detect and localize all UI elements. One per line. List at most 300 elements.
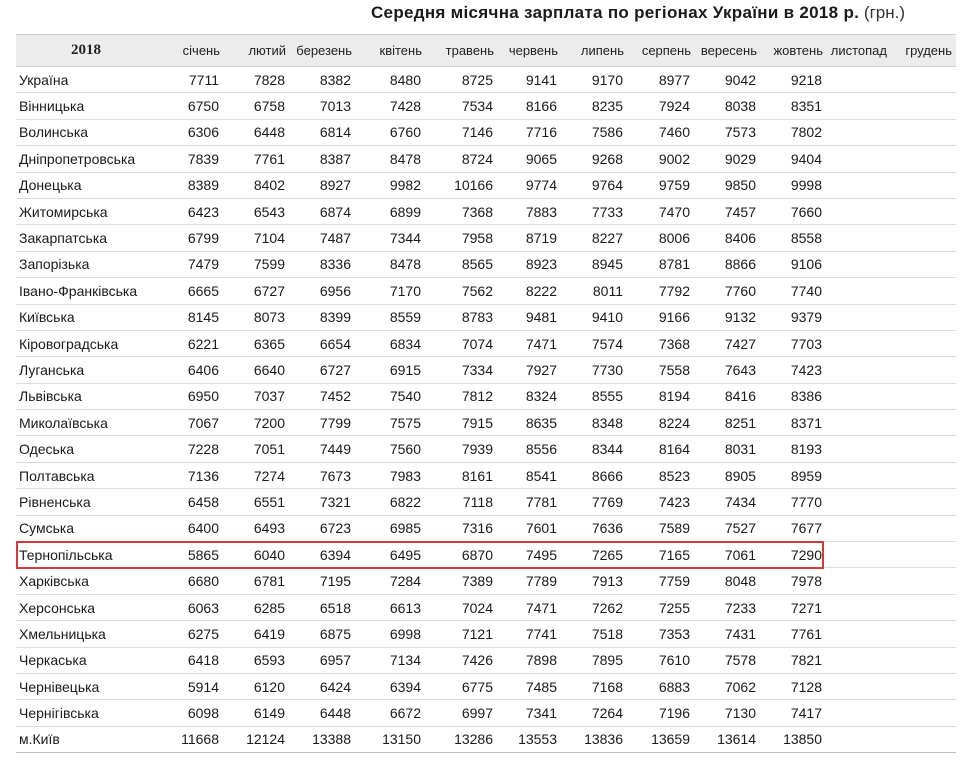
value-cell: 7368 — [426, 198, 498, 224]
value-cell: 7051 — [224, 436, 290, 462]
value-cell: 8386 — [761, 383, 827, 409]
value-cell: 7121 — [426, 621, 498, 647]
value-cell: 6063 — [156, 594, 224, 620]
value-cell: 6394 — [290, 542, 356, 568]
value-cell: 7134 — [356, 647, 426, 673]
table-row — [16, 172, 956, 198]
table-header-row — [16, 35, 956, 67]
value-cell: 7460 — [628, 119, 695, 145]
value-cell: 8781 — [628, 251, 695, 277]
value-cell: 7770 — [761, 489, 827, 515]
value-cell: 8927 — [290, 172, 356, 198]
value-cell: 7423 — [628, 489, 695, 515]
value-cell — [827, 489, 891, 515]
value-cell: 11668 — [156, 726, 224, 752]
value-cell: 8371 — [761, 410, 827, 436]
value-cell: 8166 — [498, 93, 562, 119]
value-cell: 7200 — [224, 410, 290, 436]
value-cell: 7761 — [761, 621, 827, 647]
value-cell: 7427 — [695, 330, 761, 356]
value-cell: 8164 — [628, 436, 695, 462]
value-cell: 8235 — [562, 93, 628, 119]
value-cell: 7013 — [290, 93, 356, 119]
region-cell: Донецька — [16, 172, 156, 198]
value-cell — [827, 304, 891, 330]
table-row — [16, 410, 956, 436]
value-cell — [827, 172, 891, 198]
table-row — [16, 489, 956, 515]
value-cell: 8382 — [290, 67, 356, 93]
value-cell: 6915 — [356, 357, 426, 383]
value-cell: 6458 — [156, 489, 224, 515]
value-cell: 6874 — [290, 198, 356, 224]
value-cell: 7610 — [628, 647, 695, 673]
value-cell: 8324 — [498, 383, 562, 409]
value-cell: 7673 — [290, 462, 356, 488]
value-cell: 7562 — [426, 278, 498, 304]
value-cell: 7118 — [426, 489, 498, 515]
value-cell: 7534 — [426, 93, 498, 119]
value-cell — [827, 357, 891, 383]
month-header: листопад — [827, 35, 891, 67]
value-cell — [827, 647, 891, 673]
month-header: квітень — [356, 35, 426, 67]
value-cell: 10166 — [426, 172, 498, 198]
value-cell: 8523 — [628, 462, 695, 488]
region-cell: Полтавська — [16, 462, 156, 488]
value-cell — [827, 119, 891, 145]
value-cell: 6424 — [290, 673, 356, 699]
value-cell: 9106 — [761, 251, 827, 277]
table-row — [16, 647, 956, 673]
value-cell — [827, 251, 891, 277]
value-cell: 7540 — [356, 383, 426, 409]
value-cell — [827, 198, 891, 224]
value-cell — [891, 330, 956, 356]
value-cell: 8348 — [562, 410, 628, 436]
value-cell: 7828 — [224, 67, 290, 93]
value-cell: 7716 — [498, 119, 562, 145]
value-cell — [827, 278, 891, 304]
table-row — [16, 436, 956, 462]
value-cell: 6418 — [156, 647, 224, 673]
region-cell: Черкаська — [16, 647, 156, 673]
value-cell: 6814 — [290, 119, 356, 145]
value-cell: 7574 — [562, 330, 628, 356]
table-row — [16, 542, 956, 568]
value-cell: 7165 — [628, 542, 695, 568]
value-cell: 13553 — [498, 726, 562, 752]
value-cell: 6997 — [426, 700, 498, 726]
value-cell: 7170 — [356, 278, 426, 304]
value-cell: 7487 — [290, 225, 356, 251]
value-cell: 6956 — [290, 278, 356, 304]
value-cell: 7677 — [761, 515, 827, 541]
region-cell: Харківська — [16, 568, 156, 594]
value-cell: 7839 — [156, 146, 224, 172]
value-cell — [827, 67, 891, 93]
region-cell: Вінницька — [16, 93, 156, 119]
value-cell: 7434 — [695, 489, 761, 515]
value-cell: 8389 — [156, 172, 224, 198]
value-cell: 7733 — [562, 198, 628, 224]
month-header: жовтень — [761, 35, 827, 67]
month-header: березень — [290, 35, 356, 67]
value-cell: 9166 — [628, 304, 695, 330]
value-cell: 6040 — [224, 542, 290, 568]
value-cell: 7485 — [498, 673, 562, 699]
value-cell: 7978 — [761, 568, 827, 594]
value-cell: 7431 — [695, 621, 761, 647]
value-cell: 7353 — [628, 621, 695, 647]
value-cell: 7334 — [426, 357, 498, 383]
value-cell: 7643 — [695, 357, 761, 383]
value-cell: 6613 — [356, 594, 426, 620]
value-cell: 6221 — [156, 330, 224, 356]
value-cell: 7589 — [628, 515, 695, 541]
value-cell — [891, 594, 956, 620]
value-cell: 8565 — [426, 251, 498, 277]
value-cell: 8222 — [498, 278, 562, 304]
value-cell — [827, 462, 891, 488]
value-cell: 7898 — [498, 647, 562, 673]
value-cell: 7703 — [761, 330, 827, 356]
value-cell: 7074 — [426, 330, 498, 356]
value-cell: 13850 — [761, 726, 827, 752]
value-cell — [827, 225, 891, 251]
value-cell: 6665 — [156, 278, 224, 304]
value-cell: 12124 — [224, 726, 290, 752]
value-cell: 8224 — [628, 410, 695, 436]
value-cell: 5865 — [156, 542, 224, 568]
month-header: травень — [426, 35, 498, 67]
title-text: Середня місячна зарплата по регіонах України в 2018 р. — [370, 3, 860, 22]
table-row — [16, 383, 956, 409]
value-cell: 6781 — [224, 568, 290, 594]
value-cell: 7802 — [761, 119, 827, 145]
value-cell: 7316 — [426, 515, 498, 541]
value-cell — [891, 436, 956, 462]
value-cell — [891, 726, 956, 752]
value-cell — [891, 251, 956, 277]
value-cell: 6543 — [224, 198, 290, 224]
value-cell: 8959 — [761, 462, 827, 488]
value-cell: 9218 — [761, 67, 827, 93]
month-header: серпень — [628, 35, 695, 67]
value-cell: 8227 — [562, 225, 628, 251]
month-header: червень — [498, 35, 562, 67]
table-row — [16, 198, 956, 224]
value-cell: 6750 — [156, 93, 224, 119]
value-cell — [891, 647, 956, 673]
value-cell: 6799 — [156, 225, 224, 251]
value-cell: 6654 — [290, 330, 356, 356]
value-cell: 8387 — [290, 146, 356, 172]
value-cell — [891, 515, 956, 541]
value-cell — [891, 673, 956, 699]
value-cell: 7423 — [761, 357, 827, 383]
value-cell — [827, 594, 891, 620]
value-cell: 13150 — [356, 726, 426, 752]
value-cell: 7274 — [224, 462, 290, 488]
value-cell: 8945 — [562, 251, 628, 277]
value-cell — [891, 198, 956, 224]
year-header: 2018 — [16, 35, 156, 67]
value-cell — [827, 700, 891, 726]
region-cell: Київська — [16, 304, 156, 330]
table-row — [16, 278, 956, 304]
value-cell — [827, 330, 891, 356]
value-cell — [827, 621, 891, 647]
value-cell — [827, 410, 891, 436]
value-cell: 8011 — [562, 278, 628, 304]
value-cell: 7368 — [628, 330, 695, 356]
value-cell: 6098 — [156, 700, 224, 726]
value-cell: 9774 — [498, 172, 562, 198]
value-cell: 7471 — [498, 330, 562, 356]
value-cell: 6998 — [356, 621, 426, 647]
value-cell: 7471 — [498, 594, 562, 620]
value-cell: 5914 — [156, 673, 224, 699]
value-cell — [827, 542, 891, 568]
value-cell — [891, 462, 956, 488]
value-cell: 8558 — [761, 225, 827, 251]
value-cell: 7759 — [628, 568, 695, 594]
value-cell: 8031 — [695, 436, 761, 462]
value-cell: 7417 — [761, 700, 827, 726]
value-cell — [891, 357, 956, 383]
region-cell: Україна — [16, 67, 156, 93]
value-cell: 8719 — [498, 225, 562, 251]
value-cell: 9379 — [761, 304, 827, 330]
value-cell: 7761 — [224, 146, 290, 172]
value-cell — [827, 383, 891, 409]
table-row — [16, 357, 956, 383]
value-cell: 6593 — [224, 647, 290, 673]
value-cell — [891, 119, 956, 145]
value-cell: 7426 — [426, 647, 498, 673]
value-cell: 8478 — [356, 146, 426, 172]
value-cell — [827, 726, 891, 752]
region-cell: Одеська — [16, 436, 156, 462]
value-cell: 7586 — [562, 119, 628, 145]
value-cell: 6120 — [224, 673, 290, 699]
value-cell: 7130 — [695, 700, 761, 726]
value-cell: 7660 — [761, 198, 827, 224]
value-cell: 7290 — [761, 542, 827, 568]
value-cell: 7883 — [498, 198, 562, 224]
table-body — [16, 67, 956, 753]
value-cell: 7389 — [426, 568, 498, 594]
value-cell: 7578 — [695, 647, 761, 673]
value-cell: 8193 — [761, 436, 827, 462]
value-cell: 8783 — [426, 304, 498, 330]
region-cell: Дніпропетровська — [16, 146, 156, 172]
table-row — [16, 330, 956, 356]
value-cell: 7575 — [356, 410, 426, 436]
value-cell: 7924 — [628, 93, 695, 119]
value-cell: 6758 — [224, 93, 290, 119]
region-cell: Запорізька — [16, 251, 156, 277]
value-cell: 9982 — [356, 172, 426, 198]
value-cell: 13614 — [695, 726, 761, 752]
value-cell: 7527 — [695, 515, 761, 541]
value-cell: 9029 — [695, 146, 761, 172]
value-cell — [827, 673, 891, 699]
value-cell: 6423 — [156, 198, 224, 224]
value-cell: 7741 — [498, 621, 562, 647]
value-cell: 6723 — [290, 515, 356, 541]
value-cell: 6493 — [224, 515, 290, 541]
value-cell: 7495 — [498, 542, 562, 568]
value-cell: 8161 — [426, 462, 498, 488]
value-cell: 7271 — [761, 594, 827, 620]
region-cell: Рівненська — [16, 489, 156, 515]
value-cell: 6957 — [290, 647, 356, 673]
value-cell: 8923 — [498, 251, 562, 277]
value-cell: 7344 — [356, 225, 426, 251]
value-cell: 6760 — [356, 119, 426, 145]
value-cell: 8416 — [695, 383, 761, 409]
value-cell: 7262 — [562, 594, 628, 620]
value-cell: 9132 — [695, 304, 761, 330]
value-cell: 9002 — [628, 146, 695, 172]
table-row — [16, 726, 956, 752]
title-unit: (грн.) — [863, 3, 905, 22]
month-header: вересень — [695, 35, 761, 67]
value-cell — [891, 700, 956, 726]
value-cell: 7146 — [426, 119, 498, 145]
value-cell: 7913 — [562, 568, 628, 594]
region-cell: Львівська — [16, 383, 156, 409]
value-cell: 7636 — [562, 515, 628, 541]
region-cell: м.Київ — [16, 726, 156, 752]
region-cell: Сумська — [16, 515, 156, 541]
region-cell: Луганська — [16, 357, 156, 383]
value-cell: 7196 — [628, 700, 695, 726]
value-cell: 8351 — [761, 93, 827, 119]
value-cell: 7195 — [290, 568, 356, 594]
value-cell: 6149 — [224, 700, 290, 726]
value-cell: 8194 — [628, 383, 695, 409]
value-cell: 7321 — [290, 489, 356, 515]
value-cell: 9759 — [628, 172, 695, 198]
value-cell: 7037 — [224, 383, 290, 409]
region-cell: Волинська — [16, 119, 156, 145]
table-row — [16, 93, 956, 119]
value-cell: 8478 — [356, 251, 426, 277]
value-cell — [827, 93, 891, 119]
value-cell: 8251 — [695, 410, 761, 436]
value-cell: 7740 — [761, 278, 827, 304]
value-cell: 7812 — [426, 383, 498, 409]
value-cell: 6822 — [356, 489, 426, 515]
value-cell — [827, 568, 891, 594]
value-cell: 6727 — [224, 278, 290, 304]
value-cell: 9481 — [498, 304, 562, 330]
value-cell: 7341 — [498, 700, 562, 726]
value-cell: 6495 — [356, 542, 426, 568]
value-cell: 7983 — [356, 462, 426, 488]
value-cell: 13836 — [562, 726, 628, 752]
value-cell: 7730 — [562, 357, 628, 383]
value-cell: 7449 — [290, 436, 356, 462]
region-cell: Кіровоградська — [16, 330, 156, 356]
value-cell: 7061 — [695, 542, 761, 568]
value-cell: 7470 — [628, 198, 695, 224]
value-cell — [891, 67, 956, 93]
value-cell: 7228 — [156, 436, 224, 462]
table-row — [16, 568, 956, 594]
value-cell: 8399 — [290, 304, 356, 330]
table-row — [16, 225, 956, 251]
table-row — [16, 67, 956, 93]
value-cell: 8336 — [290, 251, 356, 277]
value-cell: 7264 — [562, 700, 628, 726]
value-cell: 8038 — [695, 93, 761, 119]
month-header: грудень — [891, 35, 956, 67]
value-cell — [891, 383, 956, 409]
value-cell: 7781 — [498, 489, 562, 515]
value-cell: 7558 — [628, 357, 695, 383]
region-cell: Чернівецька — [16, 673, 156, 699]
value-cell: 8556 — [498, 436, 562, 462]
value-cell: 7939 — [426, 436, 498, 462]
region-cell: Тернопільська — [16, 542, 156, 568]
value-cell — [891, 410, 956, 436]
value-cell: 6727 — [290, 357, 356, 383]
value-cell: 8866 — [695, 251, 761, 277]
value-cell: 7821 — [761, 647, 827, 673]
value-cell: 9268 — [562, 146, 628, 172]
page-title — [0, 0, 960, 30]
value-cell: 7255 — [628, 594, 695, 620]
value-cell — [827, 146, 891, 172]
table-row — [16, 515, 956, 541]
value-cell: 9170 — [562, 67, 628, 93]
value-cell — [827, 515, 891, 541]
value-cell: 6640 — [224, 357, 290, 383]
value-cell: 7711 — [156, 67, 224, 93]
value-cell: 7601 — [498, 515, 562, 541]
value-cell: 8666 — [562, 462, 628, 488]
value-cell: 8048 — [695, 568, 761, 594]
value-cell: 7573 — [695, 119, 761, 145]
value-cell: 13388 — [290, 726, 356, 752]
table-row — [16, 146, 956, 172]
value-cell: 6285 — [224, 594, 290, 620]
value-cell — [891, 172, 956, 198]
value-cell — [891, 93, 956, 119]
salary-table — [16, 34, 956, 753]
region-cell: Миколаївська — [16, 410, 156, 436]
region-cell: Житомирська — [16, 198, 156, 224]
value-cell: 8725 — [426, 67, 498, 93]
value-cell: 6394 — [356, 673, 426, 699]
value-cell: 7769 — [562, 489, 628, 515]
table-row — [16, 594, 956, 620]
value-cell: 13659 — [628, 726, 695, 752]
value-cell: 8402 — [224, 172, 290, 198]
value-cell: 7067 — [156, 410, 224, 436]
value-cell: 6834 — [356, 330, 426, 356]
value-cell — [891, 146, 956, 172]
value-cell — [891, 621, 956, 647]
value-cell: 7128 — [761, 673, 827, 699]
value-cell: 8559 — [356, 304, 426, 330]
value-cell — [891, 542, 956, 568]
value-cell: 7799 — [290, 410, 356, 436]
